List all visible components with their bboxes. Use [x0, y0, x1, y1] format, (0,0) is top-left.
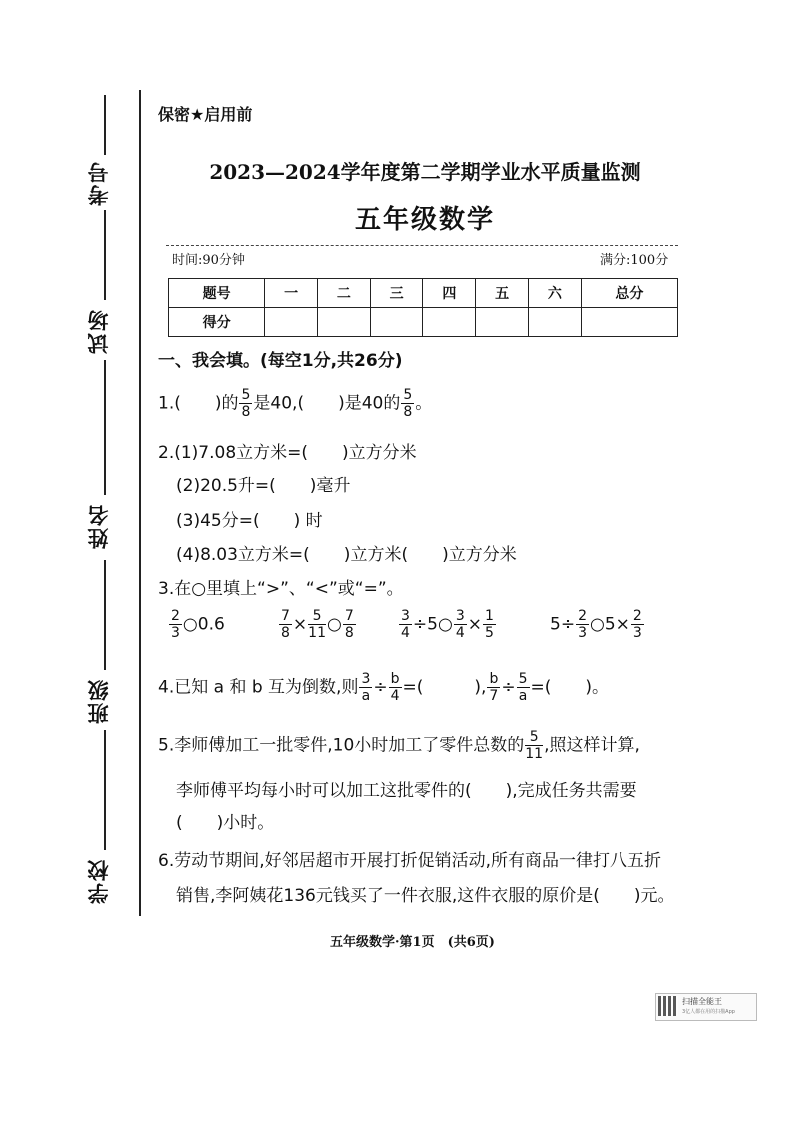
- denominator: 8: [281, 625, 290, 641]
- score-input-cell[interactable]: [370, 308, 423, 337]
- q4-text-a: 4.已知 a 和 b 互为倒数,则: [158, 677, 359, 698]
- page-footer: 五年级数学·第1页 (共6页): [330, 935, 495, 950]
- full-score: 满分:100分: [600, 253, 669, 268]
- numerator: 2: [578, 608, 587, 624]
- denominator: 11: [308, 625, 326, 641]
- operator: ÷5○: [412, 614, 453, 635]
- q4-text-c: =( )。: [530, 677, 610, 698]
- fraction: [239, 388, 252, 419]
- question-2-line-3: (3)45分=( ) 时: [176, 511, 323, 531]
- operator: ÷: [501, 677, 516, 698]
- numerator: 7: [344, 608, 354, 624]
- class-field[interactable]: [104, 560, 106, 670]
- score-input-cell[interactable]: [581, 308, 677, 337]
- fraction: [631, 609, 644, 640]
- operator: ÷: [373, 677, 388, 698]
- fraction: [399, 609, 412, 640]
- fraction: [525, 730, 543, 761]
- numerator: 3: [401, 608, 410, 624]
- question-3-item-2: [278, 609, 357, 640]
- fraction: [454, 609, 467, 640]
- fraction: [576, 609, 589, 640]
- name-label: 姓名: [86, 503, 111, 549]
- numerator: 1: [485, 608, 494, 624]
- fraction: [169, 609, 182, 640]
- question-3-stem: 3.在○里填上“>”、“<”或“=”。: [158, 579, 404, 599]
- question-3-item-3: [398, 609, 497, 640]
- score-input-cell[interactable]: [423, 308, 476, 337]
- score-cell: 得分: [169, 308, 265, 337]
- score-table: [168, 278, 678, 337]
- score-input-cell[interactable]: [317, 308, 370, 337]
- fraction: [483, 609, 496, 640]
- q3-expr: ○0.6: [182, 614, 225, 635]
- score-cell: 六: [528, 279, 581, 308]
- numerator: b: [390, 671, 400, 687]
- question-6-line-2: 销售,李阿姨花136元钱买了一件衣服,这件衣服的原价是( )元。: [176, 886, 675, 906]
- q1-text-c: 。: [415, 393, 433, 414]
- score-cell: 题号: [169, 279, 265, 308]
- denominator: 7: [489, 688, 499, 704]
- score-cell: 四: [423, 279, 476, 308]
- numerator: 5: [518, 671, 528, 687]
- fraction: [487, 672, 500, 703]
- score-cell: 一: [265, 279, 318, 308]
- operator: ×: [467, 614, 482, 635]
- denominator: 4: [455, 625, 465, 641]
- numerator: 2: [171, 608, 180, 624]
- school-label: 学校: [86, 858, 111, 904]
- question-4: [158, 672, 609, 703]
- question-1: [158, 388, 432, 419]
- question-6-line-1: 6.劳动节期间,好邻居超市开展打折促销活动,所有商品一律打八五折: [158, 851, 662, 871]
- question-2-line-1: 2.(1)7.08立方米=( )立方分米: [158, 443, 417, 463]
- fraction: [517, 672, 530, 703]
- confidential-mark: 保密★启用前: [158, 105, 253, 124]
- denominator: 4: [401, 625, 410, 641]
- score-input-cell[interactable]: [528, 308, 581, 337]
- question-5-line-2: 李师傅平均每小时可以加工这批零件的( ),完成任务共需要: [176, 781, 637, 801]
- fraction: [343, 609, 356, 640]
- exam-title: 2023—2024学年度第二学期学业水平质量监测: [209, 160, 641, 184]
- section-heading: 一、我会填。(每空1分,共26分): [158, 351, 403, 371]
- exam-number-label: 考号: [86, 160, 111, 206]
- denominator: 8: [241, 404, 251, 420]
- score-input-cell[interactable]: [265, 308, 318, 337]
- numerator: 5: [403, 387, 413, 403]
- score-table-header-row: [169, 279, 678, 308]
- school-field[interactable]: [104, 730, 106, 850]
- question-5-line-1: [158, 730, 640, 761]
- question-5-line-3: ( )小时。: [176, 813, 275, 833]
- denominator: 4: [390, 688, 400, 704]
- operator: ×: [292, 614, 308, 635]
- exam-room-label: 试场: [86, 308, 111, 354]
- numerator: 5: [525, 730, 543, 746]
- question-3-item-4: [550, 609, 645, 640]
- q3-expr: ○5×: [589, 614, 630, 635]
- score-cell: 三: [370, 279, 423, 308]
- denominator: 11: [525, 746, 544, 762]
- q5-text-b: ,照这样计算,: [544, 735, 640, 756]
- subject-title: 五年级数学: [354, 205, 495, 235]
- question-2-line-4: (4)8.03立方米=( )立方米( )立方分米: [176, 545, 517, 565]
- numerator: 5: [308, 609, 326, 625]
- scanner-name: 扫描全能王: [682, 997, 722, 1006]
- numerator: b: [489, 671, 499, 687]
- question-2-line-2: (2)20.5升=( )毫升: [176, 476, 351, 496]
- fraction: [359, 672, 372, 703]
- denominator: 3: [171, 625, 180, 641]
- fraction: [401, 388, 414, 419]
- q1-text-b: 是40,( )是40的: [253, 393, 401, 414]
- denominator: a: [361, 688, 371, 704]
- denominator: a: [518, 688, 528, 704]
- numerator: 5: [241, 387, 251, 403]
- name-field[interactable]: [104, 360, 106, 495]
- scanner-subtitle: 3亿人都在用的扫描App: [682, 1009, 735, 1015]
- q1-text-a: 1.( )的: [158, 393, 239, 414]
- compare-circle[interactable]: ○: [327, 614, 342, 635]
- denominator: 5: [485, 625, 494, 641]
- score-table-score-row: [169, 308, 678, 337]
- denominator: 3: [632, 625, 642, 641]
- binding-line: [139, 90, 141, 916]
- denominator: 8: [344, 625, 354, 641]
- qr-code-icon: [658, 996, 678, 1016]
- numerator: 3: [361, 671, 371, 687]
- q5-text-a: 5.李师傅加工一批零件,10小时加工了零件总数的: [158, 735, 525, 756]
- numerator: 2: [632, 608, 642, 624]
- score-input-cell[interactable]: [476, 308, 529, 337]
- q4-text-b: =( ),: [402, 677, 487, 698]
- denominator: 3: [578, 625, 587, 641]
- question-3-item-1: [168, 609, 225, 640]
- time-limit: 时间:90分钟: [172, 253, 245, 268]
- denominator: 8: [403, 404, 413, 420]
- score-cell: 五: [476, 279, 529, 308]
- fraction: [279, 609, 292, 640]
- score-cell: 二: [317, 279, 370, 308]
- numerator: 3: [455, 608, 465, 624]
- fraction: [308, 609, 326, 640]
- fraction: [389, 672, 402, 703]
- q3-expr: 5÷: [550, 614, 576, 635]
- class-label: 班级: [86, 678, 111, 724]
- score-cell: 总分: [581, 279, 677, 308]
- exam-room-field[interactable]: [104, 210, 106, 300]
- numerator: 7: [281, 608, 290, 624]
- exam-number-field[interactable]: [104, 95, 106, 155]
